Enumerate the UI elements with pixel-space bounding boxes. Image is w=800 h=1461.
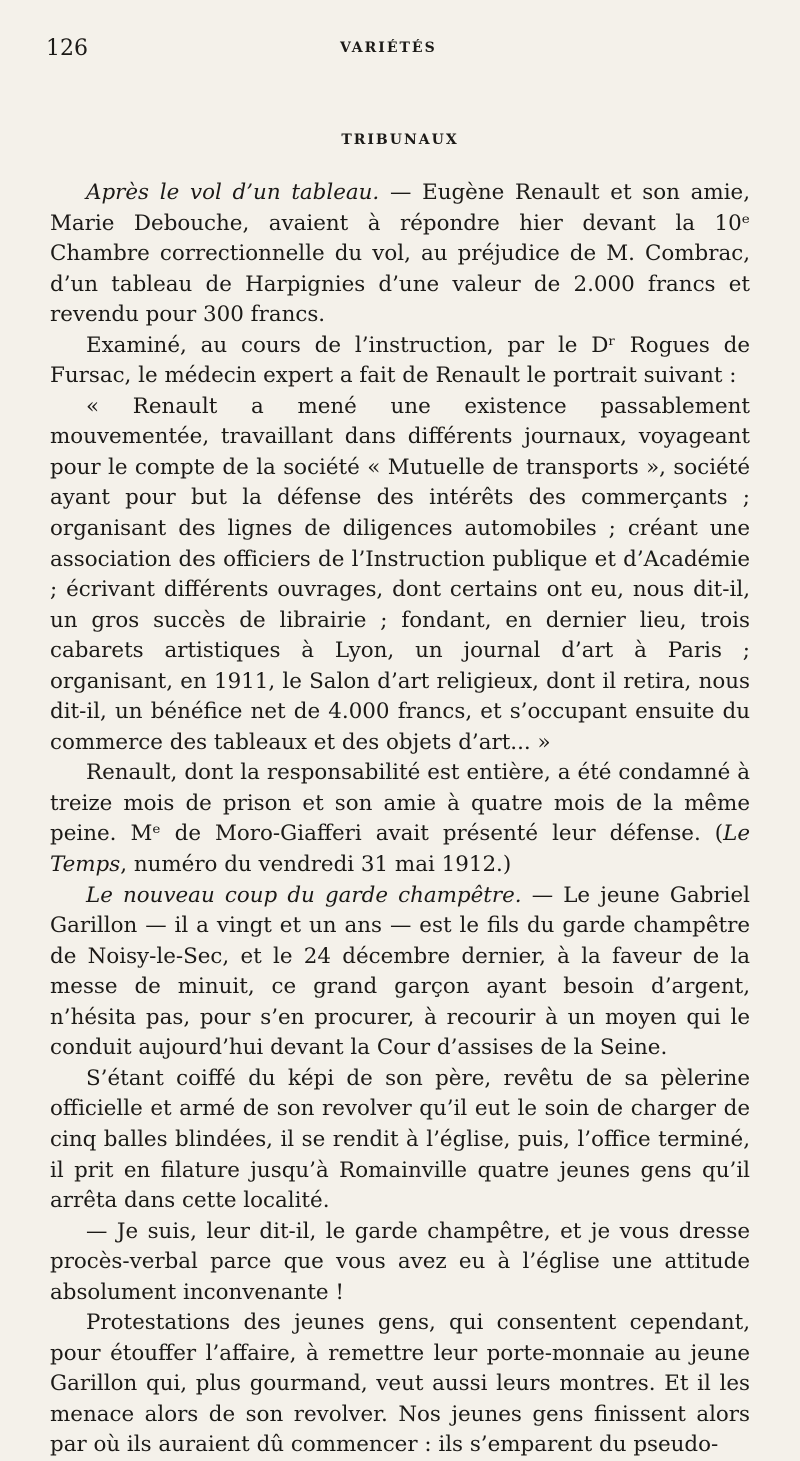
article1-paragraph-1 xyxy=(50,178,750,331)
article2-paragraph-4: Protestations des jeunes gens, qui consentent cependant, pour étouffer l’affaire, à remettre leur porte-monnaie au jeune Garillon qui, plus gourmand, veut aussi leurs montres. Et il les menace alors de son revolver. Nos jeunes gens finissent alors par où ils auraient dû commencer : ils s’emparent du pseudo- xyxy=(50,1310,750,1458)
article1-quote: « Renault a mené une existence passablement mouvementée, travaillant dans différents journaux, voyageant pour le compte de la société « Mutuelle de transports », société ayant pour but la défense des intérêts des commerçants ; organisant des lignes de diligences automobiles ; créant une association des officiers de l’Instruction publique et d’Académie ; écrivant différents ouvrages, dont certains ont eu, nous dit-il, un gros succès de librairie ; fondant, en dernier lieu, trois cabarets artistiques à Lyon, un journal d’art à Paris ; organisant, en 1911, le Salon d’art religieux, dont il retira, nous dit-il, un bénéfice net de 4.000 francs, et s’occupant ensuite du commerce des tableaux et des objets d’art... » xyxy=(50,393,750,755)
article2-paragraph-1-text: — Le jeune Gabriel Garillon — il a vingt et un ans — est le fils du garde champêtre de Noisy-le-Sec, et le 24 décembre dernier, à la faveur de la messe de minuit, ce grand garçon ayant besoin d’argent, n’hésita pas, pour s’en procurer, à recourir à un moyen qui le conduit aujourd’hui devant la Cour d’assises de la Seine. xyxy=(50,882,750,1061)
article1-paragraph-1-text: — Eugène Renault et son amie, Marie Debouche, avaient à répondre hier devant la 10ᵉ Chambre correctionnelle du vol, au préjudice de M. Combrac, d’un tableau de Harpignies d’une valeur de 2.000 francs et revendu pour 300 francs. xyxy=(50,180,750,328)
article1-paragraph-4-end: , numéro du vendredi 31 mai 1912.) xyxy=(120,852,512,878)
section-title: TRIBUNAUX xyxy=(341,132,459,148)
article1-source: Le Temps xyxy=(50,821,750,878)
article1-paragraph-2: Examiné, au cours de l’instruction, par le Dʳ Rogues de Fursac, le médecin expert a fait de Renault le portrait suivant : xyxy=(50,332,750,389)
text-body xyxy=(50,178,750,1461)
article1-paragraph-4 xyxy=(50,758,750,880)
article1-paragraph-4-text: Renault, dont la responsabilité est entière, a été condamné à treize mois de prison et son amie à quatre mois de la même peine. Mᵉ de Moro-Giafferi avait présenté leur défense. ( xyxy=(50,760,750,847)
article2-paragraph-2: S’étant coiffé du képi de son père, revêtu de sa pèlerine officielle et armé de son revolver qu’il eut le soin de charger de cinq balles blindées, il se rendit à l’église, puis, l’office terminé, il prit en filature jusqu’à Romainville quatre jeunes gens qu’il arrêta dans cette localité. xyxy=(50,1065,750,1214)
article2-paragraph-3: — Je suis, leur dit-il, le garde champêtre, et je vous dresse procès-verbal parce que vous avez eu à l’église une attitude absolument inconvenante ! xyxy=(50,1218,750,1305)
page-header xyxy=(0,30,800,70)
article1-heading: Après le vol d’un tableau. xyxy=(86,180,380,205)
running-head: VARIÉTÉS xyxy=(340,40,437,56)
page-number: 126 xyxy=(46,36,88,61)
article2-heading: Le nouveau coup du garde champêtre. xyxy=(86,882,522,908)
article2-paragraph-1 xyxy=(50,881,750,1064)
